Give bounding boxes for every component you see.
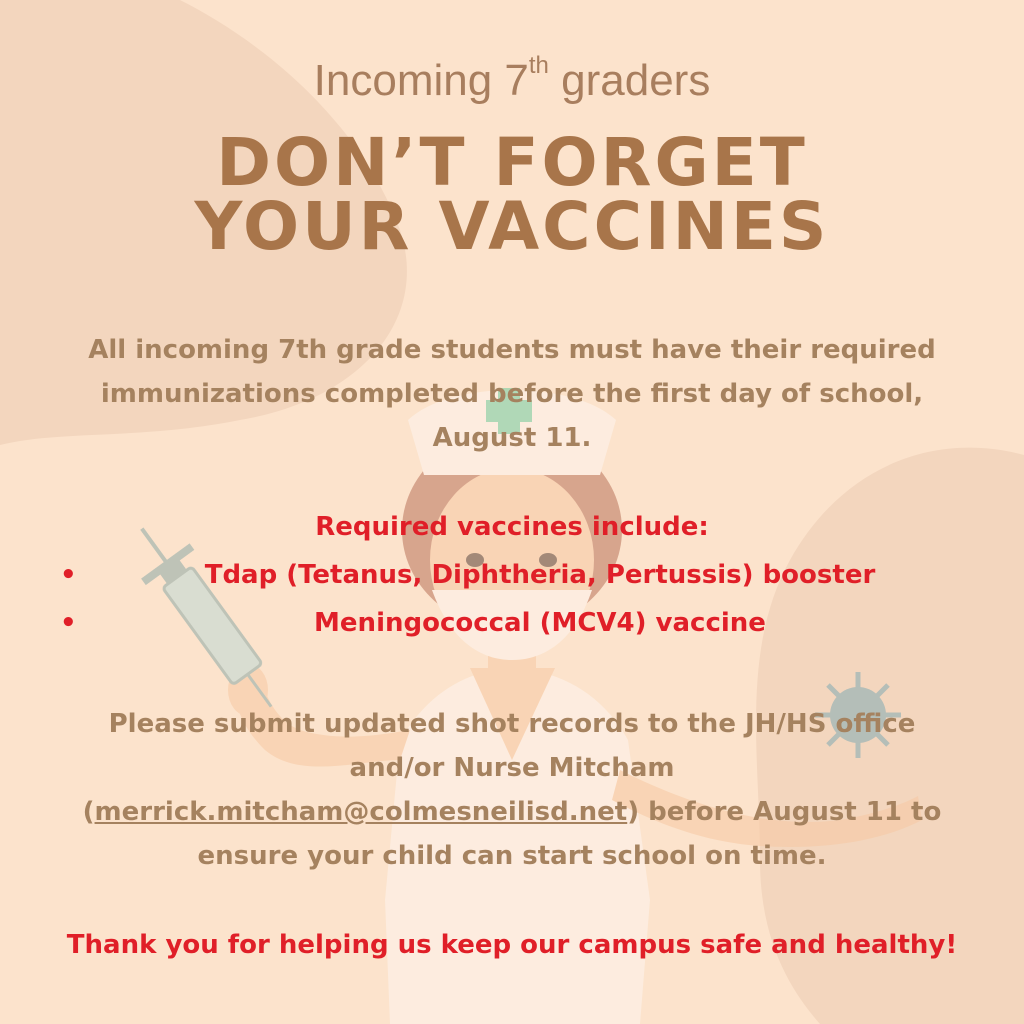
submit-line-3 xyxy=(0,790,1024,834)
bullet-icon: • xyxy=(60,608,77,638)
nurse-email-link[interactable]: merrick.mitcham@colmesneilisd.net xyxy=(94,797,628,827)
subtitle-end: graders xyxy=(548,56,711,105)
submit-line-4: ensure your child can start school on time. xyxy=(197,841,827,871)
subtitle-superscript: th xyxy=(528,52,549,79)
vaccine-name: Meningococcal (MCV4) vaccine xyxy=(314,608,766,638)
thank-you-message: Thank you for helping us keep our campus safe and healthy! xyxy=(66,930,958,960)
submit-line-2: and/or Nurse Mitcham xyxy=(349,753,675,783)
vaccine-list-item xyxy=(0,560,1024,600)
subtitle-text: Incoming 7 xyxy=(313,56,529,105)
subtitle xyxy=(0,52,1024,106)
intro-line-1: All incoming 7th grade students must have their required xyxy=(88,335,936,365)
intro-paragraph xyxy=(0,328,1024,460)
vaccine-list-item xyxy=(0,608,1024,648)
required-vaccines-heading: Required vaccines include: xyxy=(315,512,709,542)
headline-line-1: DON’T FORGET xyxy=(216,124,808,201)
submit-paragraph xyxy=(0,702,1024,878)
headline-line-2: YOUR VACCINES xyxy=(194,188,830,265)
intro-line-2: immunizations completed before the first day of school, xyxy=(100,379,924,409)
intro-line-3: August 11. xyxy=(432,423,592,453)
submit-after-email: ) before August 11 to xyxy=(627,797,942,827)
vaccine-name: Tdap (Tetanus, Diphtheria, Pertussis) booster xyxy=(204,560,876,590)
submit-line-1: Please submit updated shot records to the JH/HS office xyxy=(108,709,916,739)
bullet-icon: • xyxy=(60,560,77,590)
submit-open-paren: ( xyxy=(82,797,95,827)
